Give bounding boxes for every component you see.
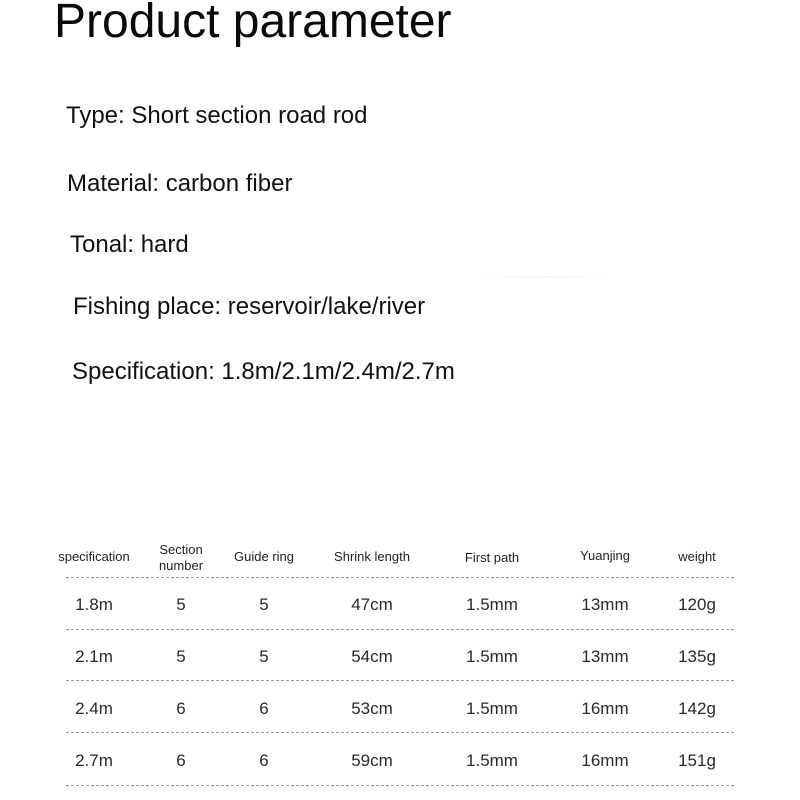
row-divider	[66, 680, 734, 681]
table-cell: 54cm	[351, 647, 393, 666]
table-cell: 6	[176, 751, 186, 770]
table-cell: 2.1m	[75, 647, 113, 666]
table-cell: 13mm	[581, 595, 629, 614]
table-cell: 59cm	[351, 751, 393, 770]
table-header-cell: Guide ring	[234, 549, 294, 564]
row-divider	[66, 785, 734, 786]
table-cell: 6	[259, 699, 269, 718]
row-divider	[66, 629, 734, 630]
table-cell: 6	[259, 751, 269, 770]
spec-material: Material: carbon fiber	[67, 170, 293, 197]
table-cell: 1.5mm	[466, 595, 518, 614]
table-cell: 16mm	[581, 699, 629, 718]
table-cell: 1.5mm	[466, 699, 518, 718]
table-cell: 13mm	[581, 647, 629, 666]
table-cell: 5	[259, 595, 269, 614]
spec-tonal: Tonal: hard	[70, 231, 189, 258]
table-header-cell: Yuanjing	[580, 548, 630, 563]
table-cell: 53cm	[351, 699, 393, 718]
table-cell: 1.5mm	[466, 751, 518, 770]
spec-fishing-place: Fishing place: reservoir/lake/river	[73, 293, 426, 320]
table-cell: 47cm	[351, 595, 393, 614]
table-header-cell: specification	[58, 549, 130, 564]
page-title: Product parameter	[54, 0, 452, 48]
table-cell: 5	[259, 647, 269, 666]
table-cell: 1.5mm	[466, 647, 518, 666]
table-cell: 1.8m	[75, 595, 113, 614]
table-cell: 135g	[678, 647, 716, 666]
table-header-cell: Section number	[158, 542, 204, 573]
table-cell: 5	[176, 595, 186, 614]
table-cell: 5	[176, 647, 186, 666]
spec-specification: Specification: 1.8m/2.1m/2.4m/2.7m	[72, 358, 455, 385]
table-cell: 2.4m	[75, 699, 113, 718]
table-cell: 120g	[678, 595, 716, 614]
table-cell: 151g	[678, 751, 716, 770]
table-header-cell: Shrink length	[334, 549, 410, 564]
row-divider	[66, 577, 734, 578]
table-header-cell: weight	[678, 549, 716, 564]
table-cell: 2.7m	[75, 751, 113, 770]
row-divider	[66, 732, 734, 733]
table-cell: 6	[176, 699, 186, 718]
spec-type: Type: Short section road rod	[66, 102, 368, 129]
table-cell: 16mm	[581, 751, 629, 770]
table-header-cell: First path	[464, 550, 520, 565]
table-cell: 142g	[678, 699, 716, 718]
